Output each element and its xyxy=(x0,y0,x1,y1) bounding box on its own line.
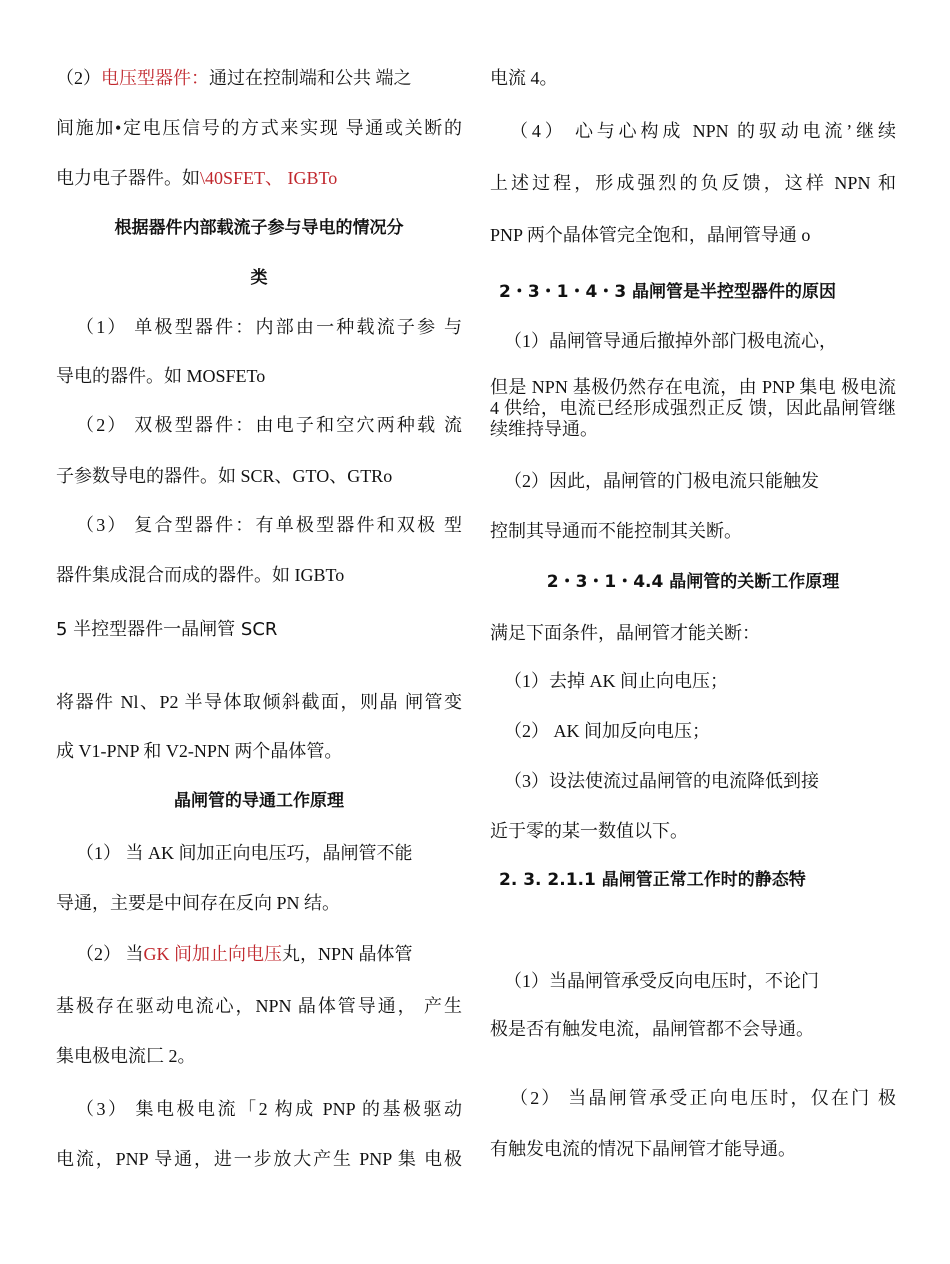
section-heading: 2・3・1・4.4 晶闸管的关断工作原理 xyxy=(546,572,840,592)
text-line: 电力电子器件。如\40SFET、 IGBTo xyxy=(56,168,338,188)
text-line: 集电极电流匚 2。 xyxy=(56,1046,196,1066)
list-item: （2） 当GK 间加止向电压丸，NPN 晶体管 xyxy=(76,944,413,964)
list-item: （4） 心与心构成 NPN 的驭动电流’继续 xyxy=(510,121,896,141)
list-item: （3） 集电极电流「2 构成 PNP 的基极驱动 xyxy=(76,1099,462,1119)
text-line: 基极存在驱动电流心，NPN 晶体管导通， 产生 xyxy=(56,996,462,1016)
text-line: 成 V1-PNP 和 V2-NPN 两个晶体管。 xyxy=(56,741,343,761)
list-item: （1） 单极型器件：内部由一种载流子参 与 xyxy=(76,317,462,337)
list-item: （1）当晶闸管承受反向电压时，不论门 xyxy=(504,971,819,991)
section-heading: 根据器件内部载流子参与导电的情况分 xyxy=(114,218,404,238)
text-line: 导通，主要是中间存在反向 PN 结。 xyxy=(56,893,341,913)
text-line: 电流 4。 xyxy=(490,68,558,88)
section-heading-cont: 类 xyxy=(250,268,268,288)
text-line: 电流，PNP 导通，进一步放大产生 PNP 集 电极 xyxy=(56,1149,462,1169)
list-item: （1）去掉 AK 间止向电压； xyxy=(504,671,728,691)
text-line: 间施加•定电压信号的方式来实现 导通或关断的 xyxy=(56,118,462,138)
gk-voltage-term: GK 间加止向电压 xyxy=(143,944,282,964)
text-line: 导电的器件。如 MOSFETo xyxy=(56,366,266,386)
text-line: 满足下面条件，晶闸管才能关断： xyxy=(490,623,760,643)
text-line: 器件集成混合而成的器件。如 IGBTo xyxy=(56,565,345,585)
text-line: 上述过程，形成强烈的负反馈，这样 NPN 和 xyxy=(490,173,896,193)
text-line: PNP 两个晶体管完全饱和，晶闸管导通 o xyxy=(490,225,811,245)
section-heading: 晶闸管的导通工作原理 xyxy=(174,791,344,811)
voltage-device-line: （2）电压型器件：通过在控制端和公共 端之 xyxy=(56,68,412,88)
text-line: 近于零的某一数值以下。 xyxy=(490,821,688,841)
section-heading: 2・3・1・4・3 晶闸管是半控型器件的原因 xyxy=(499,282,837,302)
list-item: （3）设法使流过晶闸管的电流降低到接 xyxy=(504,771,819,791)
list-item: （2） AK 间加反向电压； xyxy=(504,721,710,741)
text-line: 将器件 Nl、P2 半导体取倾斜截面，则晶 闸管变 xyxy=(56,692,462,712)
list-item: （2） 当晶闸管承受正向电压时，仅在门 极 xyxy=(510,1088,896,1108)
section-heading: 2. 3. 2.1.1 晶闸管正常工作时的静态特 xyxy=(499,870,806,890)
text-line: 有触发电流的情况下晶闸管才能导通。 xyxy=(490,1139,796,1159)
list-item: （1） 当 AK 间加正向电压巧，晶闸管不能 xyxy=(76,843,413,863)
text-line: 控制其导通而不能控制其关断。 xyxy=(490,521,742,541)
voltage-device-term: 电压型器件： xyxy=(101,68,209,88)
device-examples-term: \40SFET、 IGBTo xyxy=(200,168,338,188)
section-heading: 5 半控型器件一晶闸管 SCR xyxy=(56,619,278,640)
list-item: （1）晶闸管导通后撤掉外部门极电流心， xyxy=(504,331,837,351)
text-line: 极是否有触发电流，晶闸管都不会导通。 xyxy=(490,1019,814,1039)
text-line: 子参数导电的器件。如 SCR、GTO、GTRo xyxy=(56,466,393,486)
list-item: （3） 复合型器件：有单极型器件和双极 型 xyxy=(76,515,462,535)
list-item: （2）因此，晶闸管的门极电流只能触发 xyxy=(504,471,819,491)
list-item: （2） 双极型器件：由电子和空穴两种载 流 xyxy=(76,415,462,435)
text-paragraph: 但是 NPN 基极仍然存在电流，由 PNP 集电 极电流 4 供给，电流已经形成强烈正反 馈，因此晶闸管继续维持导通。 xyxy=(490,377,896,439)
